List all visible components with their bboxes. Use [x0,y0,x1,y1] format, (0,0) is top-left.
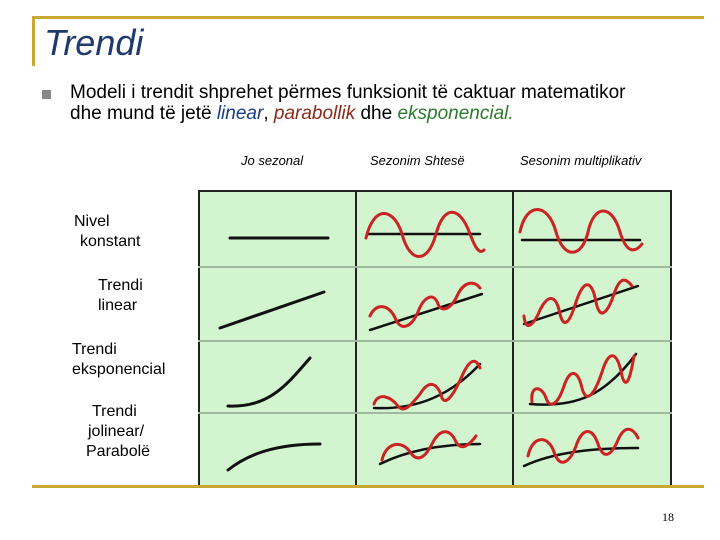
row-label-exponential [72,340,165,380]
row-label-line: Trendi [92,403,137,420]
trend-patterns-plot [198,190,672,488]
row-label-line: Parabolë [86,443,151,460]
top-rule [32,16,704,19]
term-parabolic: parabollik [273,103,356,124]
multiplicative-seasonal-curve [520,210,642,253]
body-and: dhe [355,103,398,124]
column-header-non-seasonal: Jo sezonal [241,153,304,168]
page-number: 18 [662,510,674,524]
body-paragraph [70,82,630,124]
body-sep: , [263,103,274,124]
exponential-trend-line [228,358,310,406]
body-text-main: Modeli i trendit shprehet përmes funksionit të caktuar matematikor dhe mund të jetë [70,82,626,124]
row-label-parabolic [86,402,150,462]
row-label-linear [98,276,143,316]
bullet-icon [42,90,51,99]
linear-trend-line [220,292,324,328]
row-label-line: Trendi [98,277,143,294]
row-label-line: linear [98,297,138,314]
column-header-additive: Sezonim Shtesë [370,153,465,168]
column-header-multiplicative: Sesonim multiplikativ [520,153,642,168]
row-label-constant [74,212,140,252]
slide-title: Trendi [44,22,144,63]
row-label-line: Trendi [72,341,117,358]
row-label-line: eksponencial [72,361,166,378]
term-exponential: eksponencial. [397,103,514,124]
bottom-rule [32,485,704,488]
parabolic-trend-line [228,444,320,470]
row-label-line: Nivel [74,213,110,230]
row-label-line: konstant [80,233,141,250]
multiplicative-parabolic-trend [524,448,638,466]
row-label-line: jolinear/ [88,423,145,440]
term-linear: linear [216,103,264,124]
title-bar-accent [32,16,35,66]
additive-linear-seasonal [370,283,480,326]
multiplicative-exponential-seasonal [532,356,634,405]
